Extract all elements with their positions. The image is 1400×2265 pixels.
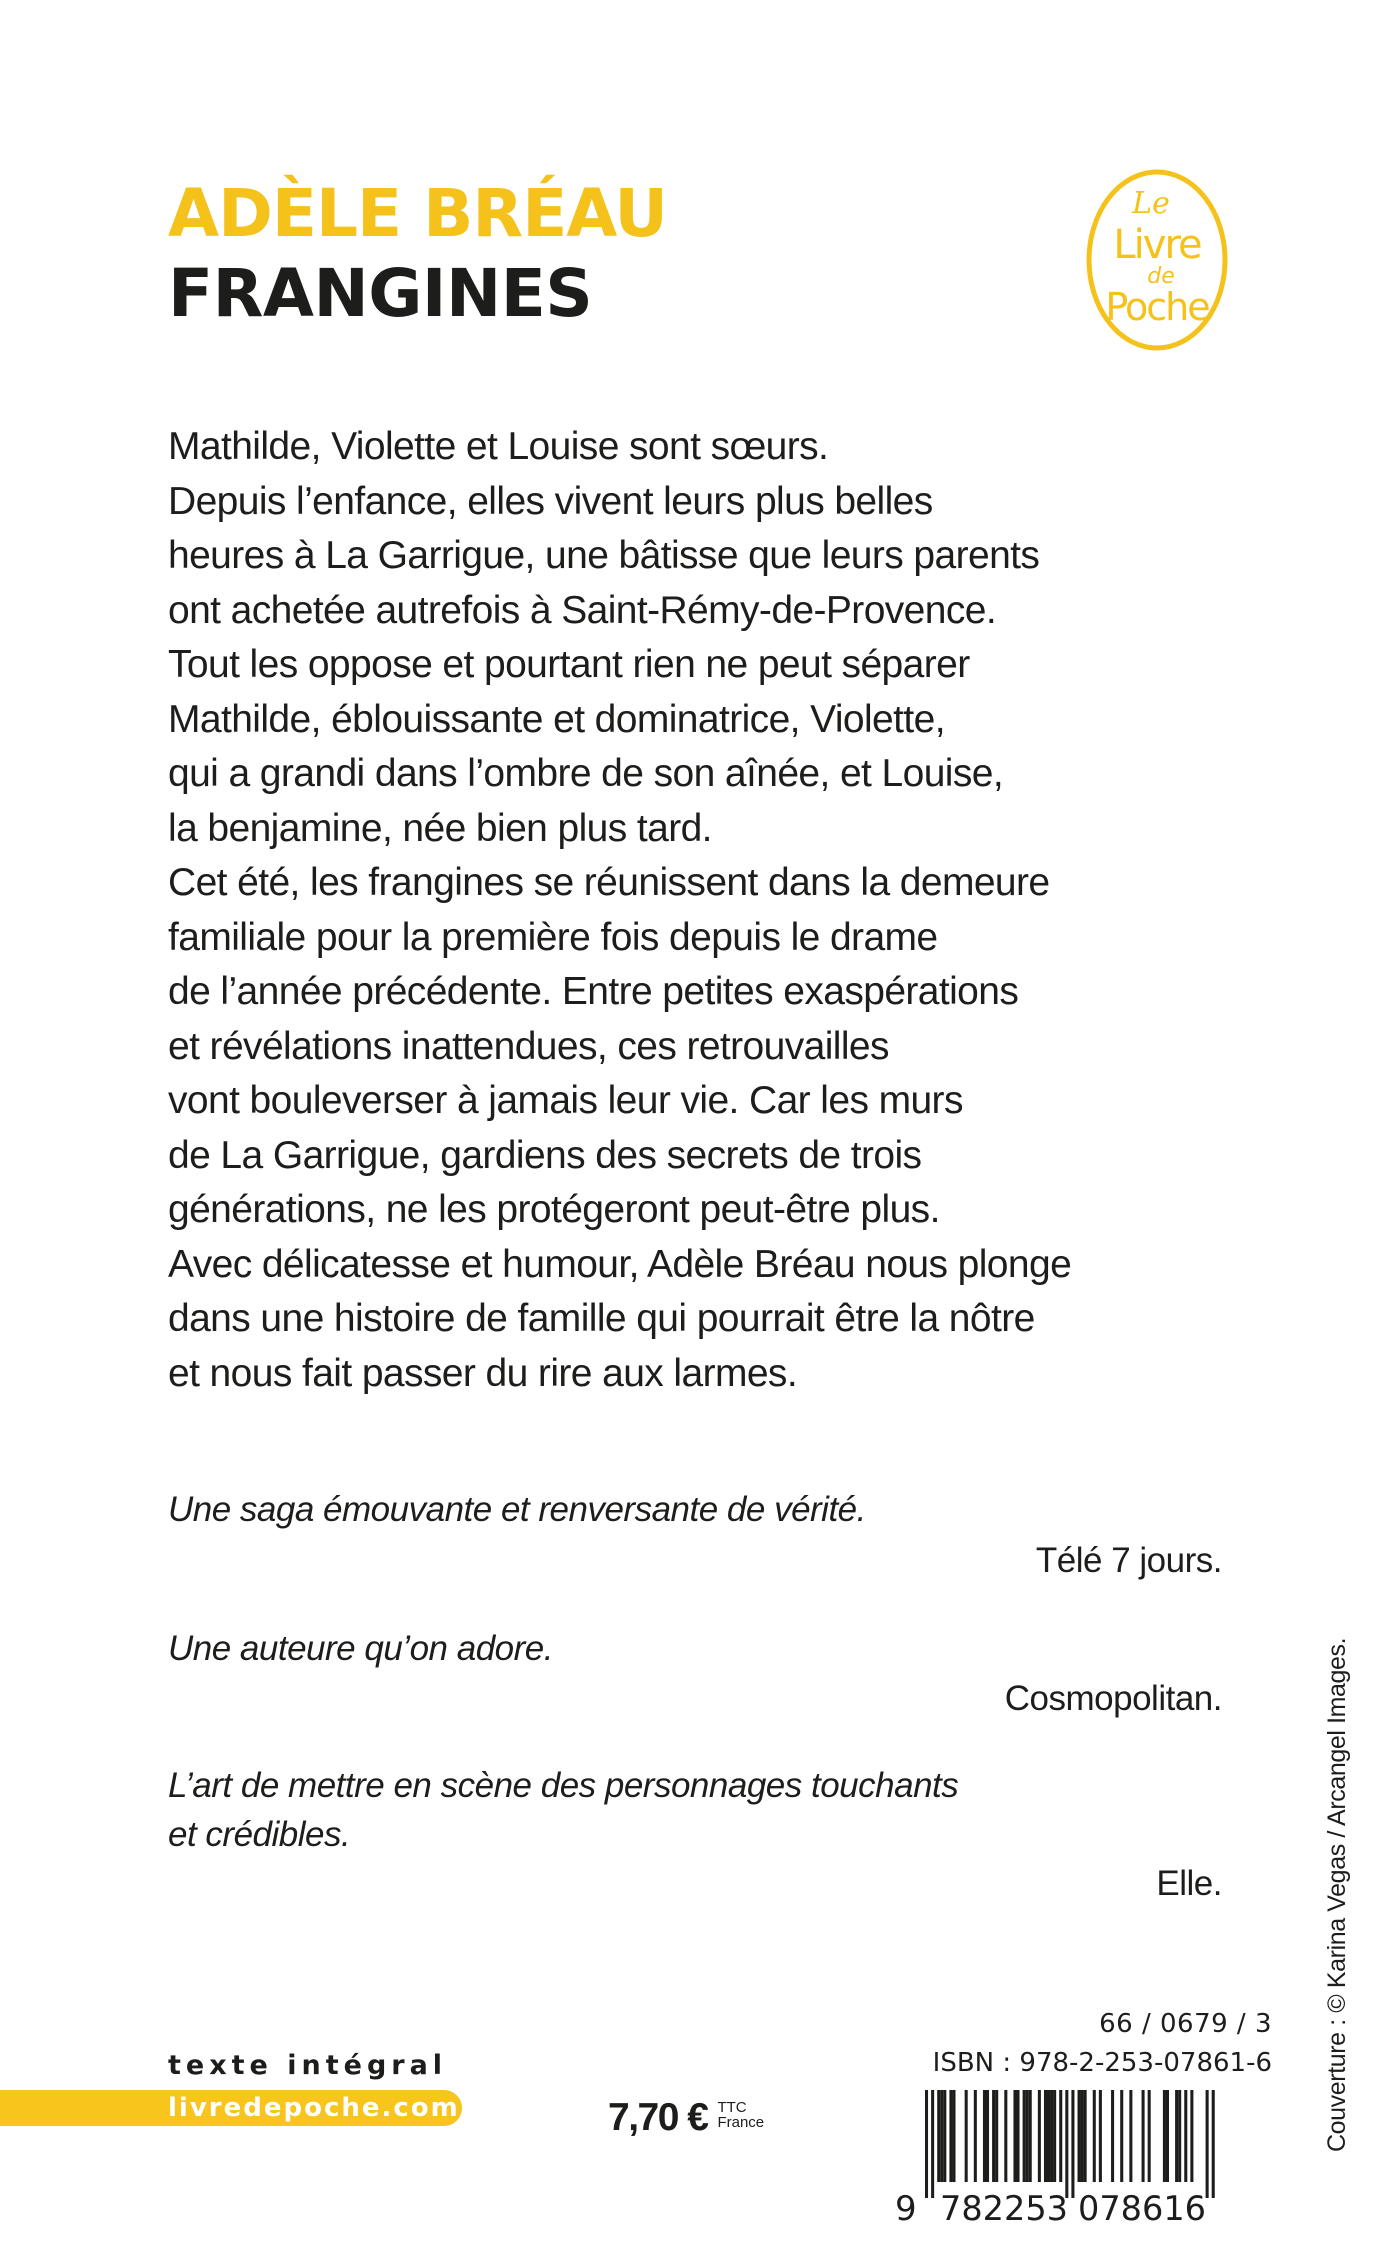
barcode-bar xyxy=(949,2090,952,2182)
barcode-graphic xyxy=(895,2088,1265,2228)
barcode-bar xyxy=(1017,2090,1020,2182)
price-note-country: France xyxy=(717,2114,765,2131)
barcode-bar xyxy=(983,2090,986,2182)
barcode-guard-bar xyxy=(931,2090,934,2198)
edition-label: texte intégral xyxy=(168,2050,448,2081)
quote-line: Une auteure qu’on adore. xyxy=(168,1629,553,1668)
blurb-line: de La Garrigue, gardiens des secrets de trois xyxy=(168,1133,922,1177)
barcode-bar xyxy=(1184,2090,1187,2182)
ean13-barcode-icon xyxy=(895,2088,1265,2228)
blurb-line: la benjamine, née bien plus tard. xyxy=(168,806,712,850)
barcode-bar xyxy=(940,2090,943,2182)
barcode-bar xyxy=(1166,2090,1169,2182)
barcode-bar xyxy=(1178,2090,1181,2182)
barcode-bar xyxy=(1111,2090,1114,2182)
barcode-guard-bar xyxy=(925,2090,928,2198)
quote-source: Télé 7 jours. xyxy=(1035,1541,1222,1580)
barcode-bar xyxy=(1029,2090,1032,2182)
press-quote xyxy=(168,1485,1222,1585)
blurb-line: familiale pour la première fois depuis le drame xyxy=(168,915,938,959)
logo-text-livre: Livre xyxy=(1113,222,1201,268)
blurb-line: Mathilde, éblouissante et dominatrice, Violette, xyxy=(168,697,945,741)
barcode-bar xyxy=(1004,2090,1007,2182)
barcode-left-digits: 782253 xyxy=(940,2189,1068,2228)
cover-photo-credit: Couverture : © Karina Vegas / Arcangel Images. xyxy=(1323,1637,1351,2152)
barcode-bar xyxy=(1047,2090,1050,2182)
quote-text xyxy=(168,1624,1222,1673)
quote-line: Une saga émouvante et renversante de vérité. xyxy=(168,1490,866,1529)
blurb-line: Tout les oppose et pourtant rien ne peut séparer xyxy=(168,643,970,686)
barcode-bar xyxy=(974,2090,977,2182)
barcode-bar xyxy=(1078,2090,1081,2182)
press-quote xyxy=(168,1761,1222,1908)
barcode-bars xyxy=(925,2090,1215,2198)
barcode-right-digits: 078616 xyxy=(1078,2189,1206,2228)
barcode-bar xyxy=(943,2090,946,2182)
quote-text xyxy=(168,1761,1222,1859)
logo-text-poche: Poche xyxy=(1105,285,1209,329)
blurb-line: ont achetée autrefois à Saint-Rémy-de-Provence. xyxy=(168,588,997,632)
blurb-line: Cet été, les frangines se réunissent dans la demeure xyxy=(168,861,1050,904)
barcode-guard-bar xyxy=(1212,2090,1215,2198)
barcode-bar xyxy=(1175,2090,1178,2182)
website-link[interactable]: livredepoche.com xyxy=(168,2093,460,2123)
barcode-bar xyxy=(1044,2090,1047,2182)
blurb-line: qui a grandi dans l’ombre de son aînée, et Louise, xyxy=(168,752,1004,795)
barcode-bar xyxy=(1190,2090,1193,2182)
price-block xyxy=(608,2096,764,2140)
blurb-line: vont bouleverser à jamais leur vie. Car les murs xyxy=(168,1079,963,1122)
blurb-line: générations, ne les protégeront peut-être plus. xyxy=(168,1188,940,1231)
barcode-bar xyxy=(952,2090,955,2182)
blurb-line: dans une histoire de famille qui pourrait être la nôtre xyxy=(168,1297,1035,1340)
barcode-bar xyxy=(1059,2090,1062,2182)
barcode-first-digit: 9 xyxy=(895,2189,917,2228)
barcode-bar xyxy=(1099,2090,1102,2182)
website-banner[interactable] xyxy=(0,2090,462,2126)
quote-text xyxy=(168,1485,1222,1534)
barcode-bar xyxy=(1023,2090,1026,2182)
barcode-bar xyxy=(1129,2090,1132,2182)
price-value: 7,70 € xyxy=(608,2096,708,2139)
blurb-line: heures à La Garrigue, une bâtisse que leurs parents xyxy=(168,534,1040,577)
back-cover-blurb xyxy=(168,420,1268,1401)
logo-icon xyxy=(1083,165,1231,355)
barcode-bar xyxy=(1142,2090,1145,2182)
quote-line: et crédibles. xyxy=(168,1815,351,1854)
barcode-bar xyxy=(1013,2090,1016,2182)
logo-text-de: de xyxy=(1147,264,1175,289)
barcode-guard-bar xyxy=(1071,2090,1074,2198)
blurb-line: Avec délicatesse et humour, Adèle Bréau nous plonge xyxy=(168,1242,1072,1286)
quote-line: L’art de mettre en scène des personnages touchants xyxy=(168,1766,959,1805)
barcode-bar xyxy=(995,2090,998,2182)
barcode-guard-bar xyxy=(1206,2090,1209,2198)
barcode-guard-bar xyxy=(1065,2090,1068,2198)
le-livre-de-poche-logo xyxy=(1083,165,1231,355)
barcode-bar xyxy=(1084,2090,1087,2182)
barcode-bar xyxy=(1093,2090,1096,2182)
barcode-bar xyxy=(965,2090,968,2182)
logo-text-le: Le xyxy=(1132,186,1170,221)
barcode-bar xyxy=(937,2090,940,2182)
blurb-line: Depuis l’enfance, elles vivent leurs plus belles xyxy=(168,479,933,523)
quote-source: Cosmopolitan. xyxy=(1004,1679,1222,1718)
isbn-number: ISBN : 978-2-253-07861-6 xyxy=(932,2048,1272,2078)
barcode-bar xyxy=(992,2090,995,2182)
barcode-bar xyxy=(1053,2090,1056,2182)
blurb-line: Mathilde, Violette et Louise sont sœurs. xyxy=(168,425,829,468)
catalog-reference: 66 / 0679 / 3 xyxy=(1099,2009,1272,2039)
barcode-bar xyxy=(1163,2090,1166,2182)
price-note-ttc: TTC xyxy=(717,2099,747,2116)
book-title: FRANGINES xyxy=(168,255,593,332)
barcode-bar xyxy=(1026,2090,1029,2182)
press-quote xyxy=(168,1624,1222,1723)
barcode-bar xyxy=(1148,2090,1151,2182)
barcode-bar xyxy=(986,2090,989,2182)
blurb-line: et révélations inattendues, ces retrouvailles xyxy=(168,1024,889,1068)
quote-source: Elle. xyxy=(1156,1864,1222,1903)
author-name: ADÈLE BRÉAU xyxy=(168,175,667,252)
price-note xyxy=(717,2100,764,2130)
blurb-line: et nous fait passer du rire aux larmes. xyxy=(168,1351,798,1395)
barcode-bar xyxy=(1081,2090,1084,2182)
barcode-bar xyxy=(1038,2090,1041,2182)
barcode-bar xyxy=(1120,2090,1123,2182)
barcode-bar xyxy=(1050,2090,1053,2182)
blurb-line: de l’année précédente. Entre petites exaspérations xyxy=(168,970,1019,1013)
